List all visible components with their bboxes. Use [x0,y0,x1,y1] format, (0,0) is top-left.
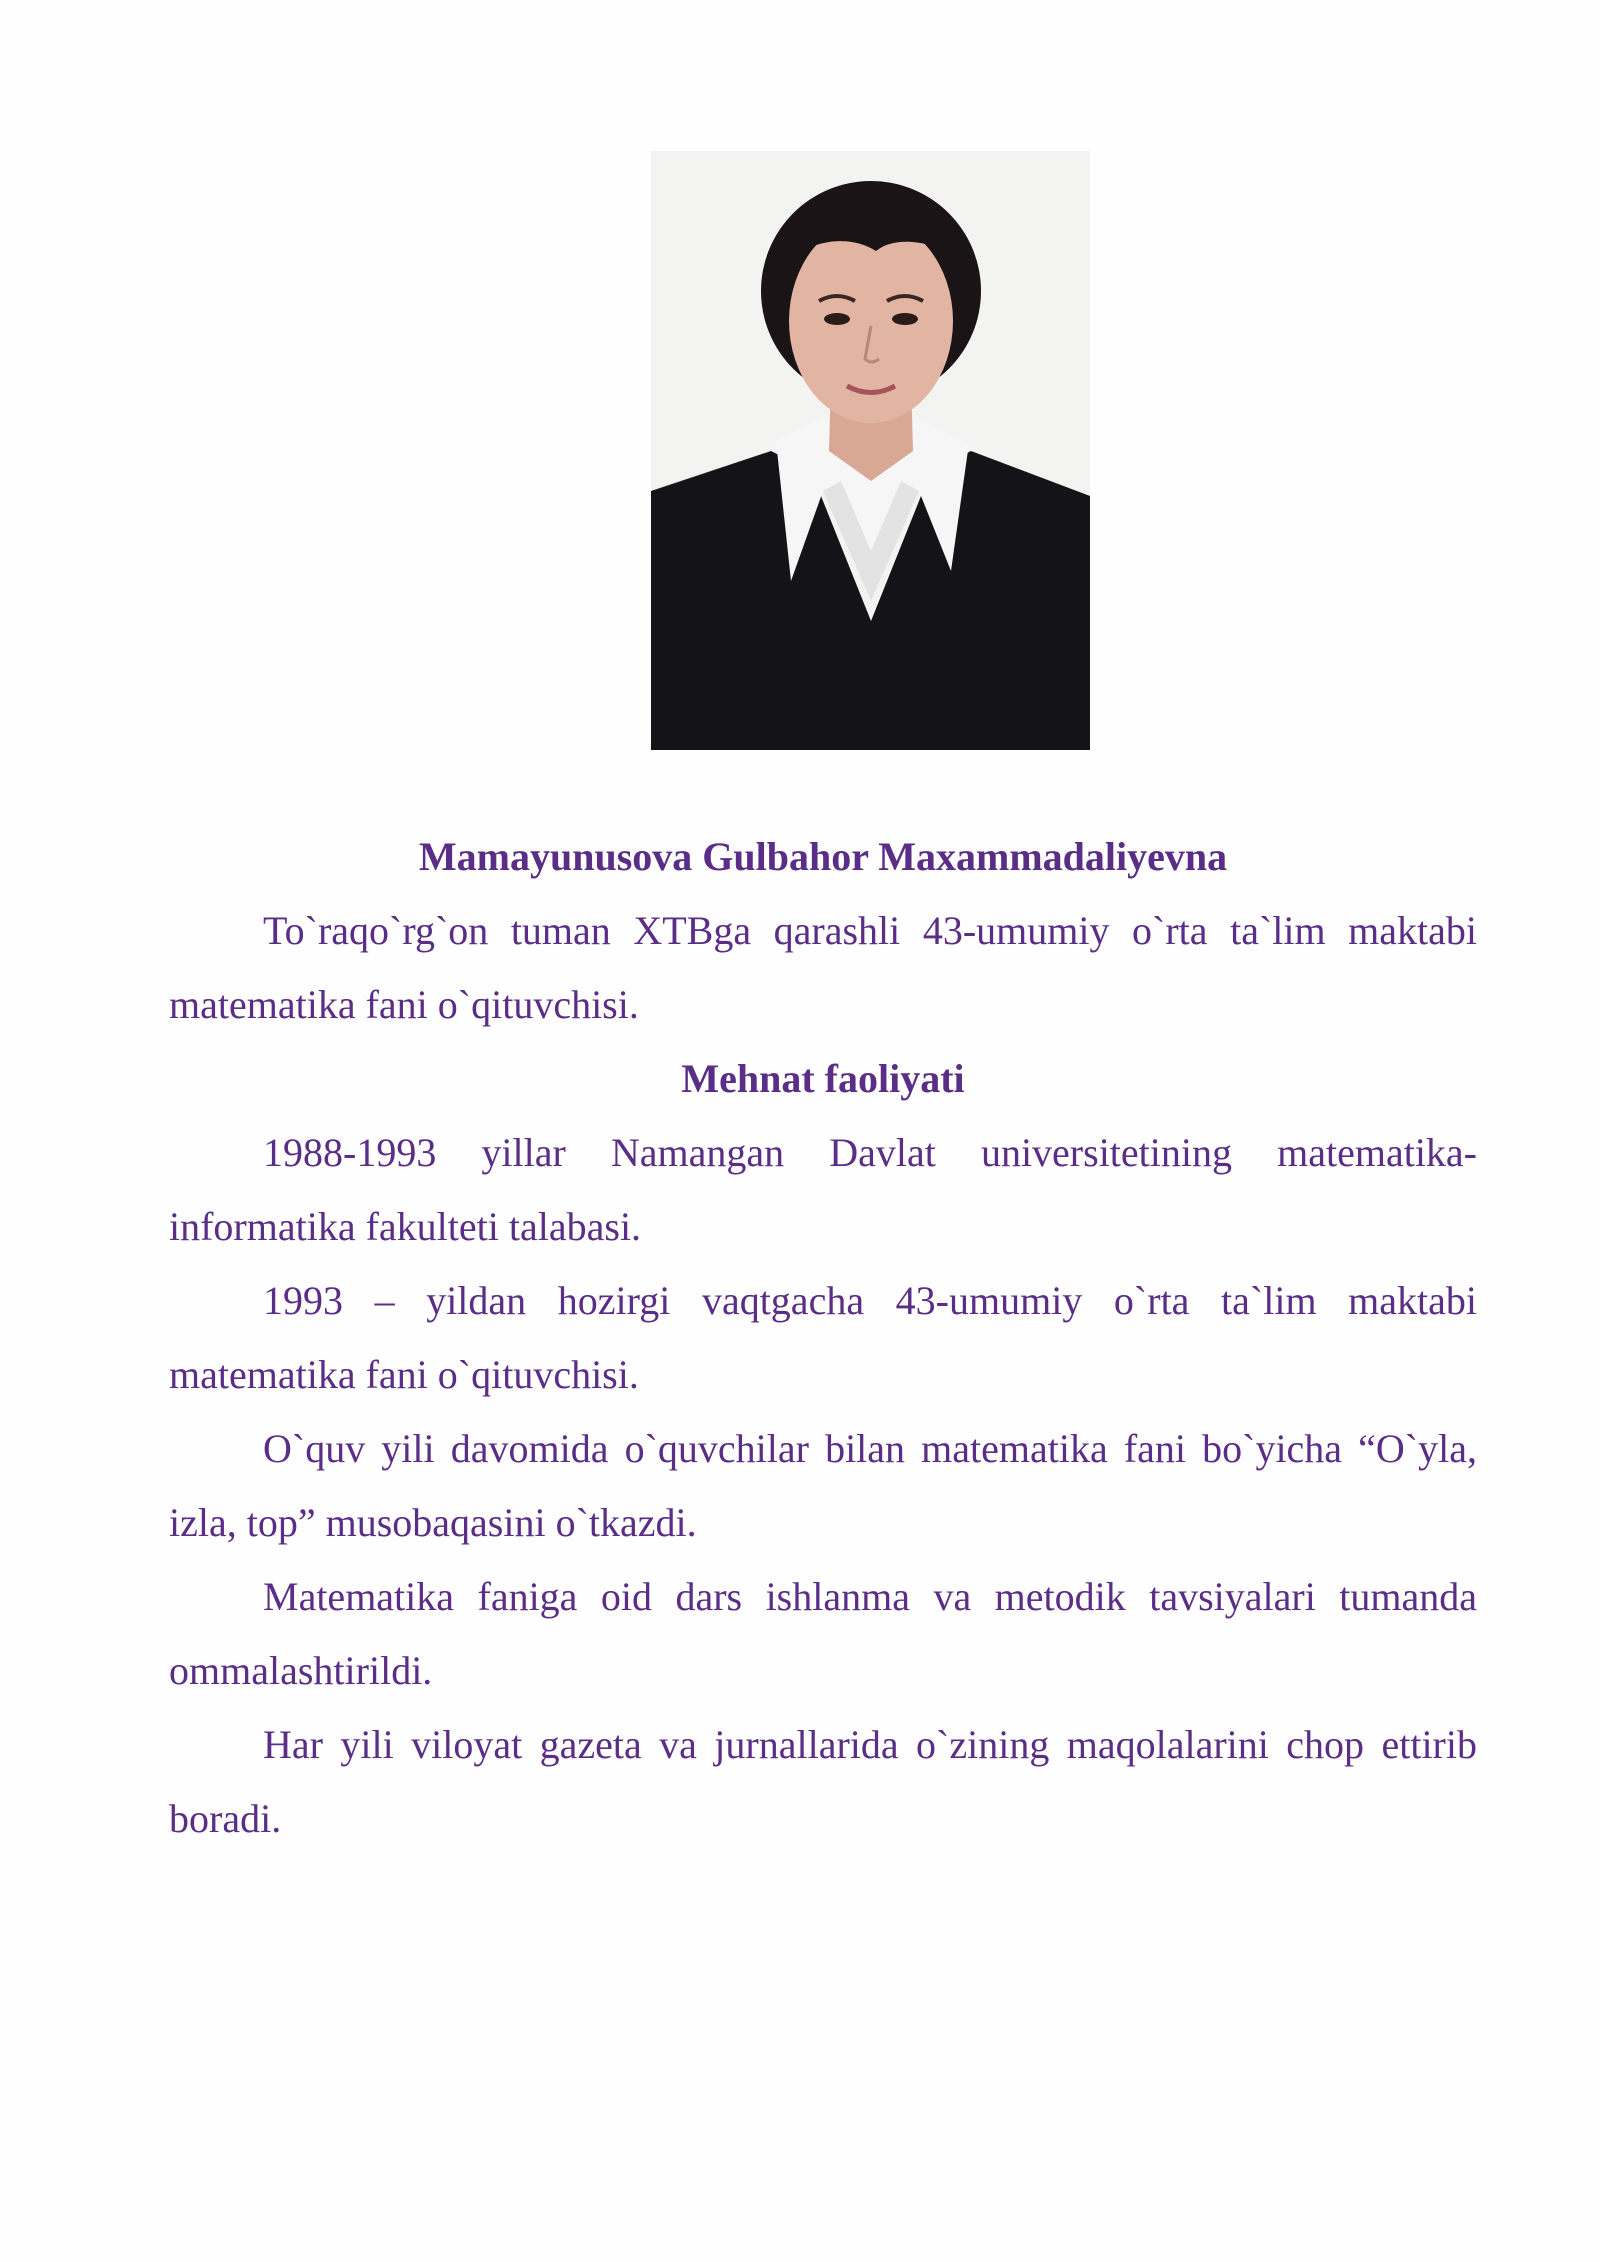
work-paragraph: Matematika faniga oid dars ishlanma va metodik tavsiyalari tumanda ommalashtirildi. [169,1574,1477,1693]
biography-text [169,820,1477,1856]
work-paragraph: 1993 – yildan hozirgi vaqtgacha 43-umumiy o`rta ta`lim maktabi matematika fani o`qituvchisi. [169,1278,1477,1397]
section-heading: Mehnat faoliyati [681,1056,965,1101]
position-paragraph: To`raqo`rg`on tuman XTBga qarashli 43-umumiy o`rta ta`lim maktabi matematika fani o`qituvchisi. [169,908,1477,1027]
work-paragraph: Har yili viloyat gazeta va jurnallarida o`zining maqolalarini chop ettirib boradi. [169,1722,1477,1841]
work-paragraph: O`quv yili davomida o`quvchilar bilan matematika fani bo`yicha “O`yla, izla, top” musobaqasini o`tkazdi. [169,1426,1477,1545]
portrait-image [651,151,1090,750]
work-paragraph: 1988-1993 yillar Namangan Davlat universitetining matematika-informatika fakulteti talabasi. [169,1130,1477,1249]
person-name: Mamayunusova Gulbahor Maxammadaliyevna [418,834,1228,879]
portrait-photo [651,151,1090,750]
